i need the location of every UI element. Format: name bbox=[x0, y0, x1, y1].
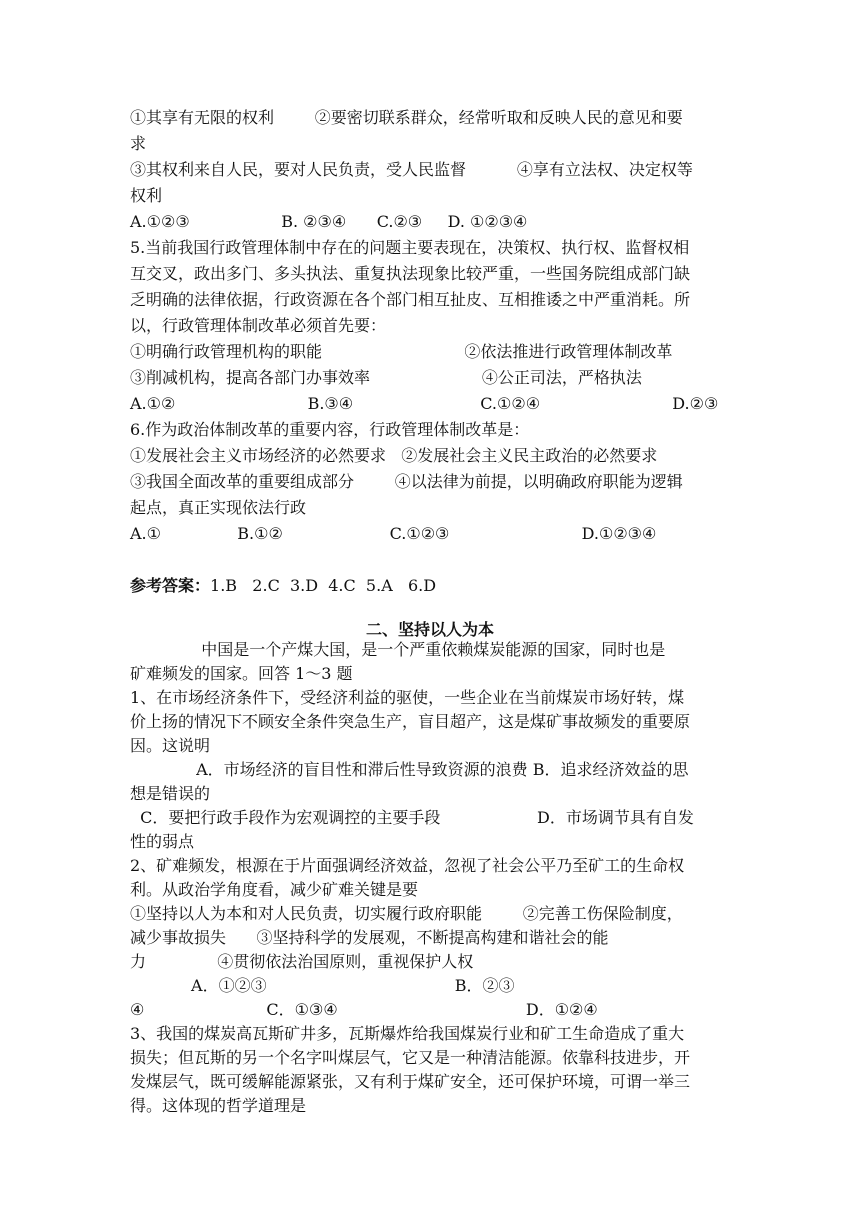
text-line: A．市场经济的盲目性和滞后性导致资源的浪费 B．追求经济效益的思 bbox=[130, 760, 689, 779]
text-line: ①明确行政管理机构的职能 ②依法推进行政管理体制改革 bbox=[130, 342, 673, 361]
text-line: 起点，真正实现依法行政 bbox=[130, 498, 307, 517]
text-line: 乏明确的法律依据，行政资源在各个部门相互扯皮、互相推诿之中严重消耗。所 bbox=[130, 290, 691, 309]
text-line: 权利 bbox=[130, 186, 163, 205]
text-line: 因。这说明 bbox=[130, 736, 211, 755]
text-line: 损失；但瓦斯的另一个名字叫煤层气，它又是一种清洁能源。依靠科技进步，开 bbox=[130, 1048, 691, 1067]
text-line: C．要把行政手段作为宏观调控的主要手段 D．市场调节具有自发 bbox=[130, 808, 694, 827]
text-line: ①坚持以人为本和对人民负责，切实履行政府职能 ②完善工伤保险制度， bbox=[130, 904, 683, 923]
text-line: 想是错误的 bbox=[130, 784, 211, 803]
options-line: A.①②③ B. ②③④ C.②③ D. ①②③④ bbox=[130, 212, 528, 231]
text-line: 得。这体现的哲学道理是 bbox=[130, 1096, 307, 1115]
text-line: 中国是一个产煤大国，是一个严重依赖煤炭能源的国家，同时也是 bbox=[130, 640, 666, 659]
text-line: 利。从政治学角度看，减少矿难关键是要 bbox=[130, 880, 419, 899]
text-line: ③削减机构，提高各部门办事效率 ④公正司法，严格执法 bbox=[130, 368, 642, 387]
text-line: 以，行政管理体制改革必须首先要： bbox=[130, 316, 387, 335]
section-title: 二、坚持以人为本 bbox=[365, 620, 494, 639]
options-line: ④ C．①③④ D．①②④ bbox=[130, 1000, 598, 1019]
text-line: ①发展社会主义市场经济的必然要求 ②发展社会主义民主政治的必然要求 bbox=[130, 446, 658, 465]
text-line: 价上扬的情况下不顾安全条件突急生产，盲目超产，这是煤矿事故频发的重要原 bbox=[130, 712, 691, 731]
answer-key-label: 参考答案： bbox=[130, 576, 211, 595]
question-1: 1、在市场经济条件下，受经济利益的驱使，一些企业在当前煤炭市场好转，煤 bbox=[130, 688, 685, 707]
answer-key-values: 1.B 2.C 3.D 4.C 5.A 6.D bbox=[210, 576, 437, 595]
text-line: ③其权利来自人民，要对人民负责，受人民监督 ④享有立法权、决定权等 bbox=[130, 160, 693, 179]
text-line: 减少事故损失 ③坚持科学的发展观，不断提高构建和谐社会的能 bbox=[130, 928, 609, 947]
text-line: 互交叉，政出多门、多头执法、重复执法现象比较严重，一些国务院组成部门缺 bbox=[130, 264, 691, 283]
text-line: 发煤层气，既可缓解能源紧张，又有利于煤矿安全，还可保护环境，可谓一举三 bbox=[130, 1072, 691, 1091]
options-line: A.① B.①② C.①②③ D.①②③④ bbox=[130, 524, 657, 543]
text-line: ①其享有无限的权利 ②要密切联系群众，经常听取和反映人民的意见和要 bbox=[130, 108, 683, 127]
answer-key bbox=[130, 574, 436, 600]
question-3: 3、我国的煤炭高瓦斯矿井多，瓦斯爆炸给我国煤炭行业和矿工生命造成了重大 bbox=[130, 1024, 685, 1043]
options-line: A.①② B.③④ C.①②④ D.②③ bbox=[130, 394, 719, 413]
text-line: 力 ④贯彻依法治国原则，重视保护人权 bbox=[130, 952, 474, 971]
question-6: 6.作为政治体制改革的重要内容，行政管理体制改革是： bbox=[130, 420, 530, 439]
options-line: A．①②③ B．②③ bbox=[130, 976, 515, 995]
text-line: 矿难频发的国家。回答 1～3 题 bbox=[130, 664, 353, 683]
question-5: 5.当前我国行政管理体制中存在的问题主要表现在，决策权、执行权、监督权相 bbox=[130, 238, 690, 257]
text-line: ③我国全面改革的重要组成部分 ④以法律为前提，以明确政府职能为逻辑 bbox=[130, 472, 683, 491]
text-line: 求 bbox=[130, 134, 147, 153]
question-2: 2、矿难频发，根源在于片面强调经济效益，忽视了社会公平乃至矿工的生命权 bbox=[130, 856, 685, 875]
text-line: 性的弱点 bbox=[130, 832, 195, 851]
